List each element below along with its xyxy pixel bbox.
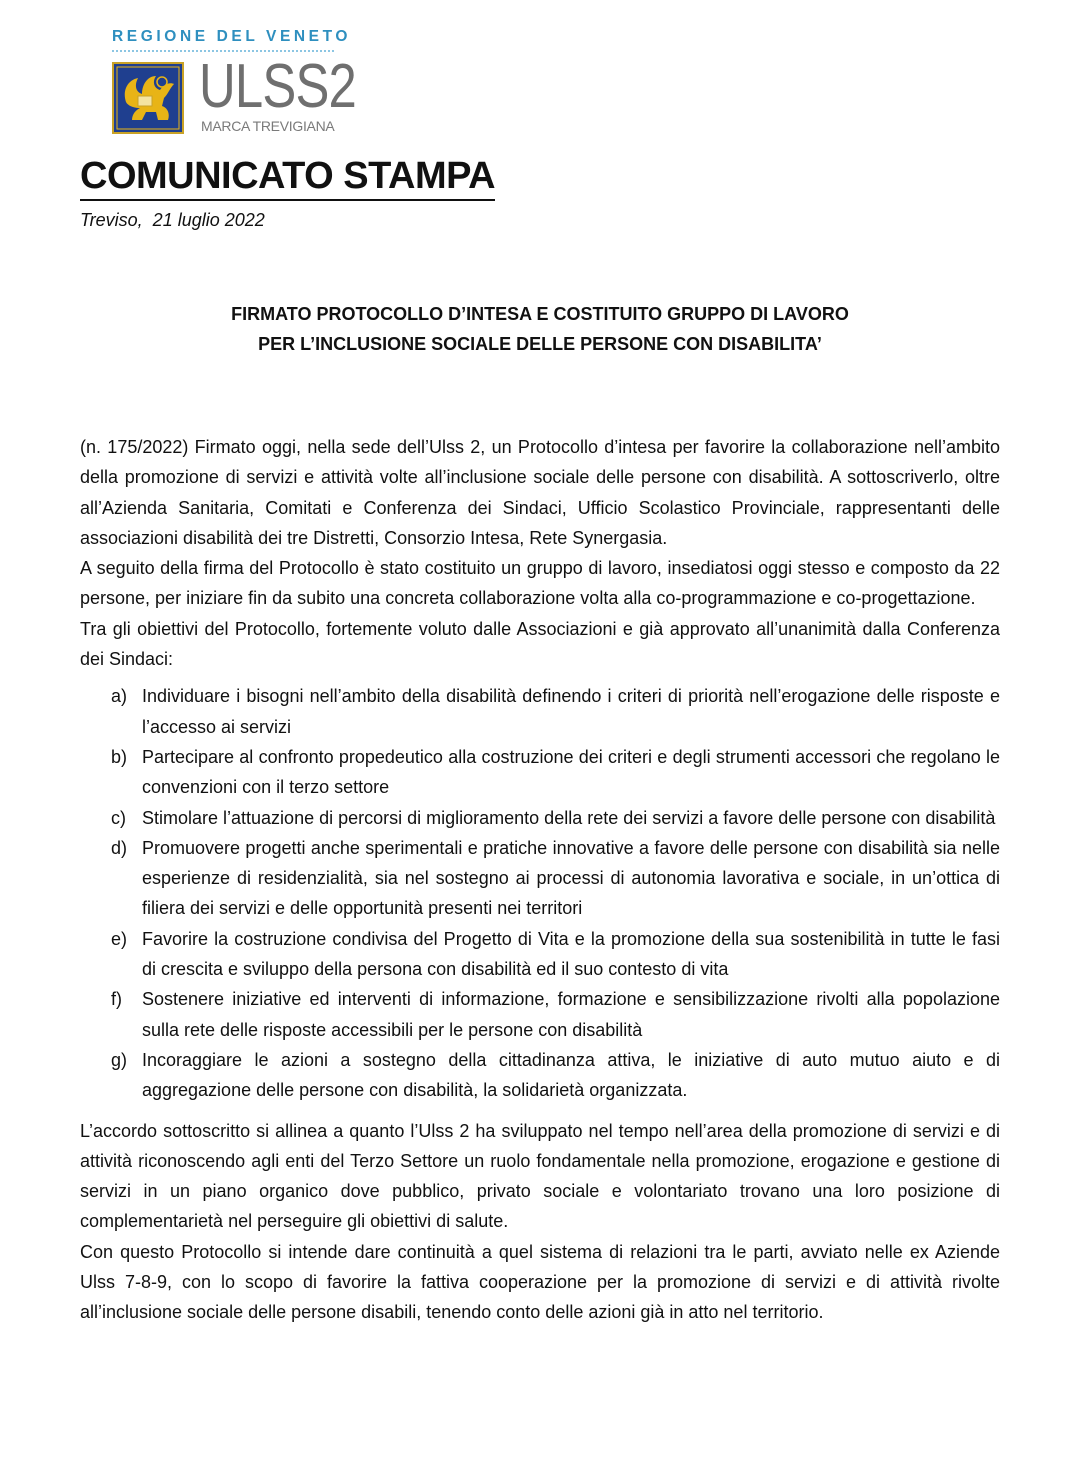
logo-brand-text: ULSS2 [199,52,356,121]
list-item [80,803,1000,833]
headline-line-2: PER L’INCLUSIONE SOCIALE DELLE PERSONE CON DISABILITA’ [258,334,822,354]
headline-line-1: FIRMATO PROTOCOLLO D’INTESA E COSTITUITO GRUPPO DI LAVORO [231,304,849,324]
list-item-text: Sostenere iniziative ed interventi di informazione, formazione e sensibilizzazione rivolti alla popolazione sulla rete delle risposte accessibili per le persone con disabilità [142,989,1000,1040]
list-item-label: c) [111,807,126,828]
list-item [80,681,1000,742]
list-item [80,833,1000,924]
list-item [80,984,1000,1045]
body-paragraph: L’accordo sottoscritto si allinea a quanto l’Ulss 2 ha sviluppato nel tempo nell’area della promozione di servizi e di attività riconoscendo agli enti del Terzo Settore un ruolo fondamentale nella promozione, erogazione e gestione di servizi in un piano organico dove pubblico, privato sociale e volontariato trovano una loro posizione di complementarietà nel perseguire gli obiettivi di salute. [80,1120,1000,1232]
list-item-text: Incoraggiare le azioni a sostegno della cittadinanza attiva, le iniziative di auto mutuo aiuto e di aggregazione delle persone con disabilità, la solidarietà organizzata. [142,1049,1000,1101]
ulss2-logo [110,28,356,138]
objectives-list [80,681,1000,1105]
body-paragraph: Con questo Protocollo si intende dare continuità a quel sistema di relazioni tra le parti, avviato nelle ex Aziende Ulss 7-8-9, con lo scopo di favorire la fattiva cooperazione per la promozione di servizi e di attività rivolte all’inclusione sociale delle persone disabili, tenendo conto delle azioni già in atto nel territorio. [80,1241,1000,1323]
list-item-text: Partecipare al confronto propedeutico alla costruzione dei criteri e degli strumenti accessori che regolano le convenzioni con il terzo settore [142,746,1000,798]
document-body [80,432,1000,1328]
list-item [80,1045,1000,1106]
logo-subtitle: MARCA TREVIGIANA [201,118,335,134]
list-item-text: Stimolare l’attuazione di percorsi di miglioramento della rete dei servizi a favore delle persone con disabilità [142,807,996,828]
list-item-text: Favorire la costruzione condivisa del Progetto di Vita e la promozione della sua sostenibilità in tutte le fasi di crescita e sviluppo della persona con disabilità ed il suo contesto di vita [142,928,1000,980]
list-item [80,742,1000,803]
list-item-label: a) [111,686,128,707]
list-item-label: g) [111,1049,128,1070]
list-item-label: d) [111,837,128,858]
body-paragraph: Tra gli obiettivi del Protocollo, fortemente voluto dalle Associazioni e già approvato all’unanimità dalla Conferenza dei Sindaci: [80,618,1000,670]
document-date: Treviso, 21 luglio 2022 [80,210,265,230]
body-paragraph: (n. 175/2022) Firmato oggi, nella sede dell’Ulss 2, un Protocollo d’intesa per favorire la collaborazione nell’ambito della promozione di servizi e attività volte all’inclusione sociale delle persone con disabilità. A sottoscriverlo, oltre all’Azienda Sanitaria, Comitati e Conferenza dei Sindaci, Ufficio Scolastico Provinciale, rappresentanti delle associazioni disabilità dei tre Distretti, Consorzio Intesa, Rete Synergasia. [80,437,1000,548]
body-paragraph: A seguito della firma del Protocollo è stato costituito un gruppo di lavoro, insediatosi oggi stesso e composto da 22 persone, per iniziare fin da subito una concreta collaborazione volta alla co-programmazione e co-progettazione. [80,558,1000,609]
list-item-text: Individuare i bisogni nell’ambito della disabilità definendo i criteri di priorità nell’erogazione delle risposte e l’accesso ai servizi [142,686,1000,737]
list-item-label: b) [111,746,128,767]
list-item [80,924,1000,985]
veneto-lion-crest-icon [112,62,184,134]
logo-region-text: REGIONE DEL VENETO [112,28,352,45]
list-item-text: Promuovere progetti anche sperimentali e pratiche innovative a favore delle persone con disabilità sia nelle esperienze di residenzialità, sia nel sostegno ai processi di autonomia lavorativa e sociale, in un’ottica di filiera dei servizi e delle opportunità presenti nei territori [142,837,1000,919]
document-title: COMUNICATO STAMPA [80,153,495,201]
list-item-label: f) [111,989,122,1010]
list-item-label: e) [111,928,128,949]
